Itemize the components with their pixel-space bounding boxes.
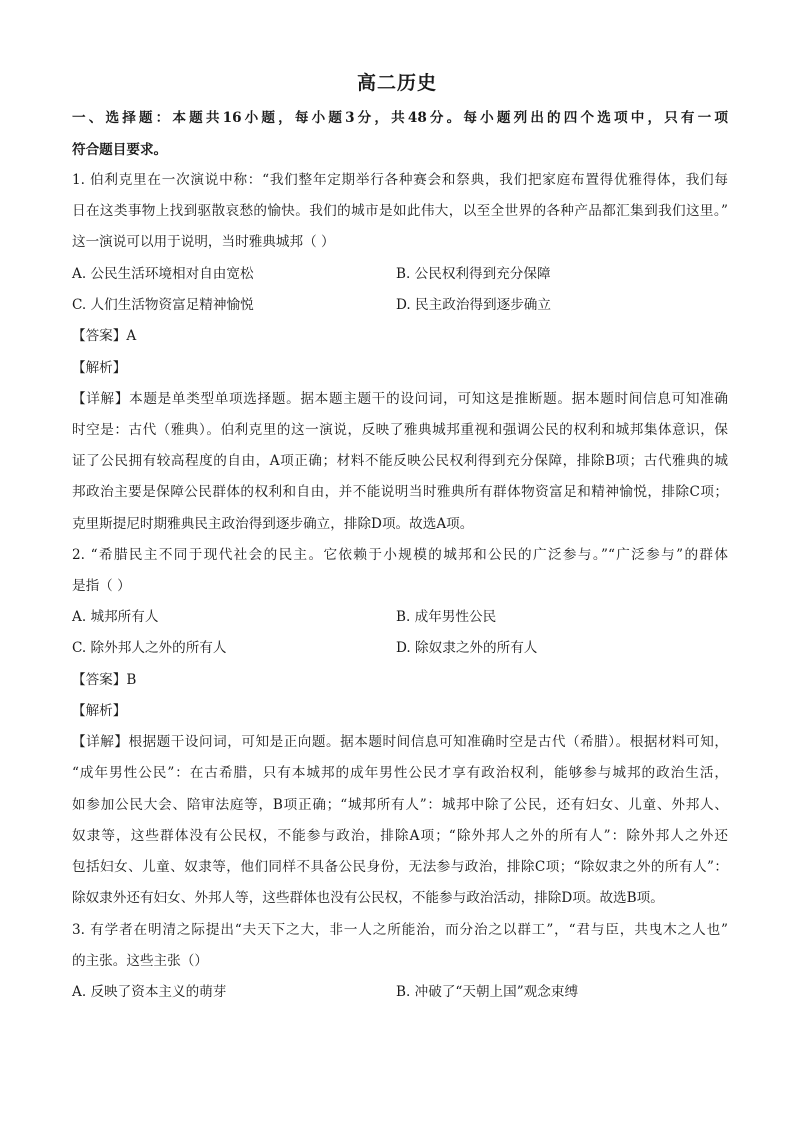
question-stem: 的主张。这些主张（） [72,953,208,969]
answer-label: 【答案】A [72,328,137,344]
explanation-line: 时空是：古代（雅典）。伯利克里的这一演说，反映了雅典城邦重视和强调公民的权利和城邦集体意识，保 [72,422,728,438]
option-d: D. 民主政治得到逐步确立 [396,297,551,313]
explanation-line: 【详解】本题是单类型单项选择题。据本题主题干的设问词，可知这是推断题。据本题时间信息可知准确 [72,391,728,407]
option-a: A. 反映了资本主义的萌芽 [72,984,227,1000]
option-c: C. 除外邦人之外的所有人 [72,640,227,656]
answer-label: 【答案】B [72,672,137,688]
explanation-line: “成年男性公民”：在古希腊，只有本城邦的成年男性公民才享有政治权利，能够参与城邦的政治生活， [72,765,728,781]
explanation-line: 包括妇女、儿童、奴隶等，他们同样不具备公民身份，无法参与政治，排除C项；“除奴隶之外的所有人”： [72,859,728,875]
section-heading-line: 符合题目要求。 [72,142,168,158]
question-stem: 这一演说可以用于说明，当时雅典城邦（ ） [72,234,335,250]
option-a: A. 城邦所有人 [72,609,159,625]
option-a: A. 公民生活环境相对自由宽松 [72,266,254,282]
page-title: 高二历史 [356,72,437,94]
option-b: B. 冲破了“天朝上国”观念束缚 [396,984,579,1000]
explanation-line: 【详解】根据题干设问词，可知是正向题。据本题时间信息可知准确时空是古代（希腊）。根据材料可知， [72,734,728,750]
explanation-line: 如参加公民大会、陪审法庭等，B项正确；“城邦所有人”：城邦中除了公民，还有妇女、儿童、外邦人、 [72,797,728,813]
section-heading-line: 一、选择题：本题共16小题，每小题3分，共48分。每小题列出的四个选项中，只有一项 [72,110,728,126]
question-stem: 是指（ ） [72,578,131,594]
explanation-line: 邦政治主要是保障公民群体的权利和自由，并不能说明当时雅典所有群体物资富足和精神愉悦，排除C项； [72,484,728,500]
question-stem: 日在这类事物上找到驱散哀愁的愉快。我们的城市是如此伟大，以至全世界的各种产品都汇集到我们这里。” [72,203,728,219]
option-d: D. 除奴隶之外的所有人 [396,640,538,656]
analysis-label: 【解析】 [72,360,127,376]
question-stem: 3. 有学者在明清之际提出“夫天下之大，非一人之所能治，而分治之以群工”，“君与臣，共曳木之人也” [72,922,728,938]
explanation-line: 克里斯提尼时期雅典民主政治得到逐步确立，排除D项。故选A项。 [72,516,474,532]
question-stem: 2. “希腊民主不同于现代社会的民主。它依赖于小规模的城邦和公民的广泛参与。”“广泛参与”的群体 [72,547,728,563]
analysis-label: 【解析】 [72,703,127,719]
option-b: B. 成年男性公民 [396,609,497,625]
explanation-line: 证了公民拥有较高程度的自由，A项正确；材料不能反映公民权利得到充分保障，排除B项；古代雅典的城 [72,453,728,469]
explanation-line: 除奴隶外还有妇女、外邦人等，这些群体也没有公民权，不能参与政治活动，排除D项。故选B项。 [72,890,664,906]
explanation-line: 奴隶等，这些群体没有公民权，不能参与政治，排除A项；“除外邦人之外的所有人”：除外邦人之外还 [72,828,728,844]
option-c: C. 人们生活物资富足精神愉悦 [72,297,254,313]
question-stem: 1. 伯利克里在一次演说中称：“我们整年定期举行各种赛会和祭典，我们把家庭布置得优雅得体，我们每 [72,172,728,188]
option-b: B. 公民权利得到充分保障 [396,266,551,282]
